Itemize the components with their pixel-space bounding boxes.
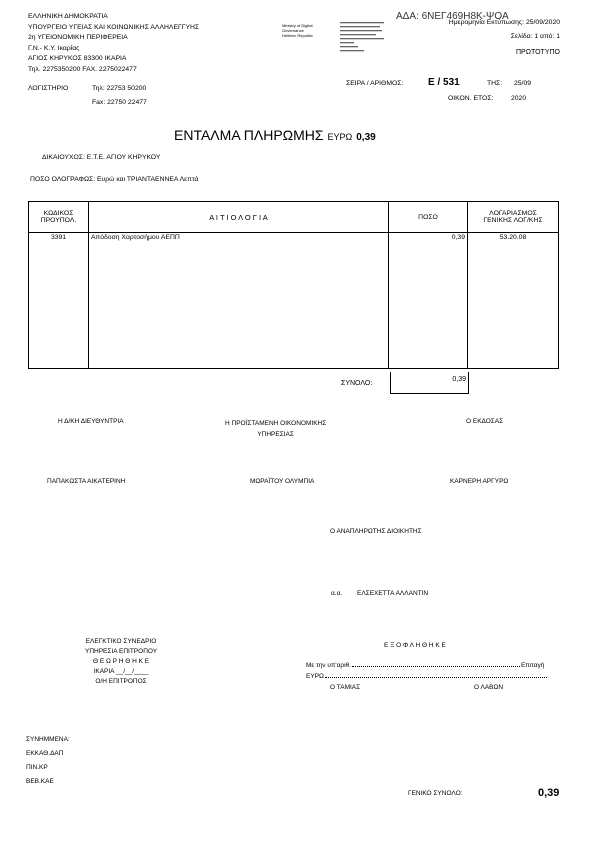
attachments-label: ΣΥΝΗΜΜΕΝΑ: — [26, 736, 70, 743]
attachment-item: ΕΚΚΑΘ.ΔΑΠ — [26, 750, 64, 757]
audit-date-line — [85, 667, 157, 677]
deputy-admin-name: ΕΛΣΕΧΕΤΤΑ ΑΛΛΑΝΤΙΝ — [357, 590, 429, 597]
header-account-line2: ΓΕΝΙΚΗΣ ΛΟΓ/ΚΗΣ — [483, 217, 543, 224]
header-reason: Α Ι Τ Ι Ο Λ Ο Γ Ι Α — [89, 202, 389, 233]
director-name: ΠΑΠΑΚΩΣΤΑ ΑΙΚΑΤΕΡΙΝΗ — [47, 478, 126, 485]
audit-line: ΥΠΗΡΕΣΙΑ ΕΠΙΤΡΟΠΟΥ — [85, 648, 158, 655]
header-code — [29, 202, 89, 233]
series-value: Ε / 531 — [428, 77, 460, 88]
gov-stamp-line: Governance — [282, 28, 304, 33]
audit-line: ΕΛΕΓΚΤΙΚΟ ΣΥΝΕΔΡΙΟ — [85, 638, 157, 645]
title-amount: 0,39 — [356, 132, 376, 143]
row-amount: 0,39 — [389, 233, 468, 369]
print-date: Ημερομηνία Εκτύπωσης: 25/09/2020 — [448, 19, 560, 26]
attachment-item: ΒΕΒ.ΚΑΕ — [26, 778, 54, 785]
document-title — [174, 127, 376, 143]
date-label: ΤΗΣ: — [487, 80, 503, 87]
audit-commissioner: Ο/Η ΕΠΙΤΡΟΠΟΣ — [95, 678, 147, 685]
dept-fax: Fax: 22750 22477 — [92, 99, 147, 106]
header-line: ΥΠΟΥΡΓΕΙΟ ΥΓΕΙΑΣ ΚΑΙ ΚΟΙΝΩΝΙΚΗΣ ΑΛΛΗΛΕΓΓΥΗΣ — [28, 23, 200, 31]
paid-line1-start: Με την υπ'αριθ. — [306, 662, 351, 669]
header-amount: ΠΟΣΟ — [389, 202, 468, 233]
row-code: 3391 — [29, 233, 89, 369]
table-header-row — [29, 202, 559, 233]
header-code-line1: ΚΩΔΙΚΟΣ — [43, 210, 74, 217]
row-account: 53.20.08 — [468, 233, 559, 369]
header-account-line1: ΛΟΓΑΡΙΑΣΜΟΣ — [489, 210, 537, 217]
attachments — [26, 733, 70, 789]
original-stamp: ΠΡΩΤΟΤΥΠΟ — [516, 49, 560, 56]
dept-label: ΛΟΓΙΣΤΗΡΙΟ — [28, 85, 69, 92]
page-counter: Σελίδα: 1 από: 1 — [510, 33, 560, 40]
header-code-line2: ΠΡΟΥΠΟΛ. — [40, 217, 77, 224]
attachment-item: ΠΙΝ.ΚΡ — [26, 764, 48, 771]
header-line: Τηλ. 2275350200 FAX. 2275022477 — [28, 65, 137, 73]
deputy-oa: α.α. — [331, 590, 343, 597]
issuer-name: ΚΑΡΝΕΡΗ ΑΡΓΥΡΩ — [450, 478, 509, 485]
title-main: ΕΝΤΑΛΜΑ ΠΛΗΡΩΜΗΣ — [174, 127, 324, 143]
payment-table — [28, 201, 559, 369]
paid-line-2 — [306, 673, 547, 680]
receiver-label: Ο ΛΑΒΩΝ — [474, 684, 504, 691]
gov-stamp-line: Ministry of Digital — [282, 23, 313, 28]
title-currency: ΕΥΡΩ — [327, 132, 353, 142]
finance-title — [225, 418, 326, 440]
director-title: Η Δ/ΚΗ ΔΙΕΥΘΥΝΤΡΙΑ — [58, 418, 124, 425]
dept-tel: Τηλ: 22753 50200 — [92, 85, 147, 92]
series-label: ΣΕΙΡΑ / ΑΡΙΘΜΟΣ: — [346, 80, 404, 87]
ada-number: ΑΔΑ: 6ΝΕΓ469Η8Κ-ΨΟΑ — [396, 11, 509, 22]
paid-line1-end: Επιταγή — [520, 662, 545, 669]
issuer-header — [28, 12, 199, 75]
date-value: 25/09 — [514, 80, 532, 87]
total-value: 0,39 — [452, 376, 466, 383]
paid-line2-start: ΕΥΡΩ — [306, 673, 324, 680]
finance-title-line2: ΥΠΗΡΕΣΙΑΣ — [257, 431, 294, 438]
audit-place: ΙΚΑΡΙΑ — [93, 668, 115, 675]
header-line: ΕΛΛΗΝΙΚΗ ΔΗΜΟΚΡΑΤΙΑ — [28, 13, 108, 20]
row-reason: Απόδοση Χαρτοσήμου ΑΕΠΠ — [89, 233, 389, 369]
audit-block — [85, 637, 157, 687]
finance-title-line1: Η ΠΡΟΪΣΤΑΜΕΝΗ ΟΙΚΟΝΟΜΙΚΗΣ — [225, 420, 327, 427]
issuer-title: Ο ΕΚΔΟΣΑΣ — [466, 418, 504, 425]
finance-name: ΜΩΡΑΪΤΟΥ ΟΛΥΜΠΙΑ — [250, 478, 315, 485]
year-value: 2020 — [511, 95, 527, 102]
audit-date-blank: __/__/____ — [115, 668, 149, 675]
header-line: 2η ΥΓΕΙΟΝΟΜΙΚΗ ΠΕΡΙΦΕΡΕΙΑ — [28, 34, 128, 41]
year-label: ΟΙΚΟΝ. ΕΤΟΣ: — [448, 95, 494, 102]
total-label: ΣΥΝΟΛΟ: — [341, 380, 373, 387]
grand-total-value: 0,39 — [538, 787, 560, 799]
cashier-label: Ο ΤΑΜΙΑΣ — [330, 684, 361, 691]
gov-stamp-line: Hellenic Republic — [282, 33, 313, 38]
grand-total-label: ΓΕΝΙΚΟ ΣΥΝΟΛΟ: — [408, 790, 463, 797]
deputy-admin-title: Ο ΑΝΑΠΛΗΡΩΤΗΣ ΔΙΟΙΚΗΤΗΣ — [330, 528, 422, 535]
header-line: Γ.Ν.- Κ.Υ. Ικαρίας — [28, 44, 80, 52]
audit-line: Θ Ε Ω Ρ Η Θ Η Κ Ε — [93, 658, 150, 665]
table-row — [29, 233, 559, 369]
amount-in-words: ΠΟΣΟ ΟΛΟΓΡΑΦΩΣ: Ευρώ και ΤΡΙΑΝΤΑΕΝΝΕΑ Λεπτά — [30, 176, 199, 183]
paid-line-1 — [306, 662, 544, 669]
paid-title: Ε Ξ Ο Φ Λ Η Θ Η Κ Ε — [384, 642, 446, 649]
total-box — [390, 372, 469, 394]
header-line: ΑΓΙΟΣ ΚΗΡΥΚΟΣ 83300 ΙΚΑΡΙΑ — [28, 55, 127, 62]
header-account — [468, 202, 559, 233]
beneficiary: ΔΙΚΑΙΟΥΧΟΣ: Ε.Τ.Ε. ΑΓΙΟΥ ΚΗΡΥΚΟΥ — [42, 154, 161, 161]
digital-signature-mark — [340, 22, 388, 52]
gov-stamp — [282, 23, 313, 38]
